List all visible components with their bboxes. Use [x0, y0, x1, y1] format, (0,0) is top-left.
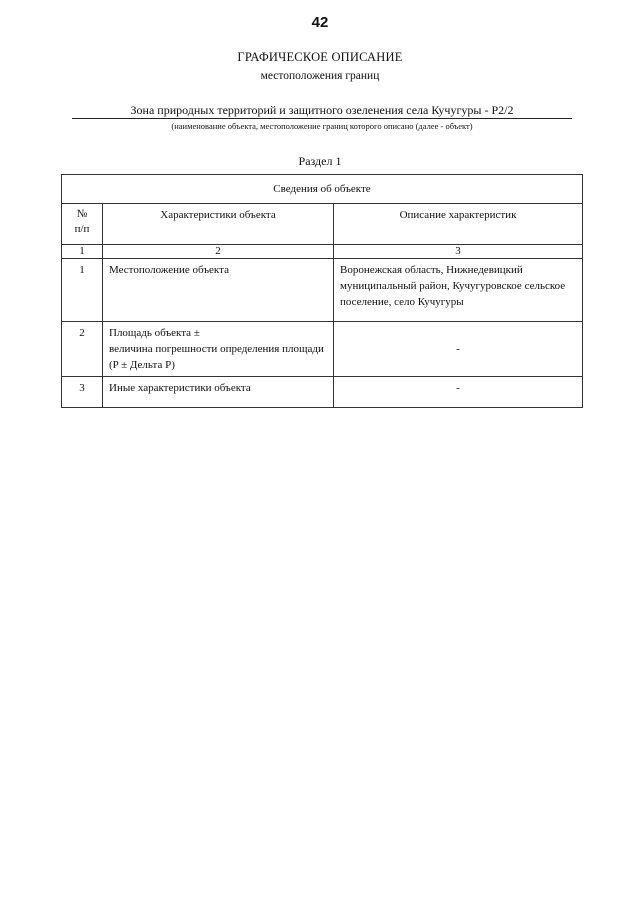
- table-row: [62, 259, 583, 322]
- document-subtitle: местоположения границ: [260, 70, 380, 82]
- table-caption-row: [62, 175, 583, 204]
- row-description: -: [334, 377, 583, 408]
- object-caption: (наименование объекта, местоположение границ которого описано (далее - объект): [171, 121, 473, 131]
- row-number: 1: [62, 259, 103, 322]
- column-number-1: 1: [62, 245, 103, 259]
- row-characteristic: Местоположение объекта: [103, 259, 334, 322]
- column-header-description: Описание характеристик: [334, 204, 583, 245]
- column-header-characteristic: Характеристики объекта: [103, 204, 334, 245]
- table-row: [62, 322, 583, 377]
- row-description: Воронежская область, Нижнедевицкий муниципальный район, Кучугуровское сельское поселение, село Кучугуры: [334, 259, 583, 322]
- column-header-number: № п/п: [62, 204, 103, 245]
- page-number: 42: [311, 14, 329, 31]
- row-characteristic: Иные характеристики объекта: [103, 377, 334, 408]
- column-number-3: 3: [334, 245, 583, 259]
- row-description: -: [334, 322, 583, 377]
- column-number-2: 2: [103, 245, 334, 259]
- section-title: Раздел 1: [298, 154, 342, 168]
- object-name-underline: [72, 118, 572, 119]
- table-caption: Сведения об объекте: [62, 175, 583, 204]
- row-characteristic: Площадь объекта ± величина погрешности определения площади (P ± Дельта P): [103, 322, 334, 377]
- row-number: 2: [62, 322, 103, 377]
- object-info-table: [61, 174, 583, 408]
- table-row: [62, 377, 583, 408]
- column-numbers-row: [62, 245, 583, 259]
- object-name: Зона природных территорий и защитного озеленения села Кучугуры - Р2/2: [130, 103, 514, 117]
- row-number: 3: [62, 377, 103, 408]
- table-header-row: [62, 204, 583, 245]
- document-title: ГРАФИЧЕСКОЕ ОПИСАНИЕ: [237, 50, 403, 64]
